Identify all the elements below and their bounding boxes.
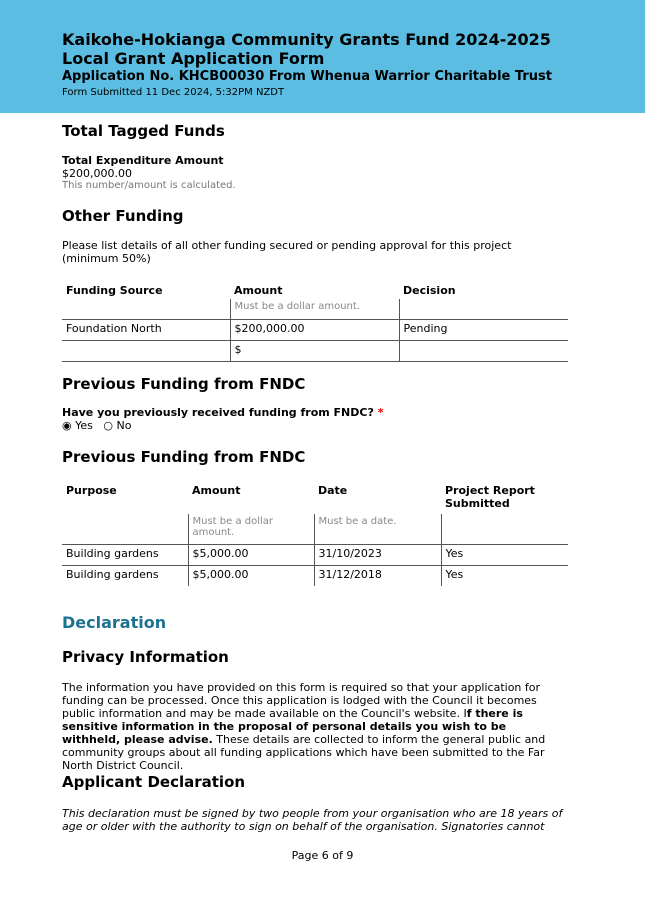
- privacy-text-bold: f there is sensitive information in the proposal of personal details you wish to be withheld, please advise.: [62, 707, 523, 746]
- hint-cell-empty: [62, 299, 230, 320]
- other-funding-heading: Other Funding: [62, 207, 184, 225]
- other-funding-description: Please list details of all other funding secured or pending approval for this project (minimum 50%): [62, 239, 512, 265]
- previous-funding-table-heading: Previous Funding from FNDC: [62, 448, 306, 466]
- table-row[interactable]: [62, 566, 568, 587]
- total-tagged-heading: Total Tagged Funds: [62, 122, 225, 140]
- application-number: Application No. KHCB00030 From Whenua Warrior Charitable Trust: [62, 69, 552, 84]
- radio-yes[interactable]: [62, 419, 93, 432]
- table-header-row: [62, 482, 568, 514]
- column-header: Amount: [192, 484, 241, 497]
- privacy-text-1: The information you have provided on this form is required so that your application for funding can be processed. Once this application is lodged with the Council it becomes public information and may be made available on the Council's website. I: [62, 681, 541, 720]
- date-cell[interactable]: 31/10/2023: [314, 545, 441, 566]
- funding-source-cell[interactable]: Foundation North: [66, 322, 162, 335]
- hint-cell-empty: [399, 299, 568, 320]
- column-header: Project Report Submitted: [445, 484, 535, 510]
- previous-funding-question: [62, 406, 383, 419]
- previous-funding-radio-group: [62, 419, 131, 432]
- page-header: [0, 0, 645, 113]
- amount-hint: Must be a dollar amount.: [188, 514, 314, 545]
- table-row[interactable]: [62, 320, 568, 341]
- hint-cell-empty: [441, 514, 568, 545]
- question-text: Have you previously received funding from FNDC?: [62, 406, 374, 419]
- report-cell[interactable]: Yes: [441, 566, 568, 587]
- other-funding-table: [62, 282, 568, 362]
- column-header: Decision: [403, 284, 456, 297]
- previous-funding-table: [62, 482, 568, 586]
- table-row[interactable]: [62, 341, 568, 362]
- hint-cell-empty: [62, 514, 188, 545]
- funding-source-cell[interactable]: [62, 341, 230, 362]
- amount-cell[interactable]: $200,000.00: [230, 320, 399, 341]
- declaration-heading: Declaration: [62, 613, 167, 632]
- table-header-row: [62, 282, 568, 299]
- report-cell[interactable]: Yes: [441, 545, 568, 566]
- calculated-hint: This number/amount is calculated.: [62, 180, 236, 191]
- column-header: Funding Source: [66, 284, 163, 297]
- column-header: Date: [318, 484, 348, 497]
- date-hint: Must be a date.: [314, 514, 441, 545]
- column-header: Purpose: [66, 484, 117, 497]
- amount-hint: Must be a dollar amount.: [230, 299, 399, 320]
- radio-yes-label: Yes: [75, 419, 93, 432]
- total-expenditure-value: $200,000.00: [62, 167, 132, 180]
- decision-cell[interactable]: [399, 341, 568, 362]
- date-cell[interactable]: 31/12/2018: [314, 566, 441, 587]
- radio-no-label: No: [116, 419, 132, 432]
- applicant-declaration-text: This declaration must be signed by two people from your organisation who are 18 years of age or older with the authority to sign on behalf of the organisation. Signatories cannot: [62, 807, 563, 833]
- amount-cell[interactable]: $5,000.00: [188, 545, 314, 566]
- column-header: Amount: [234, 284, 283, 297]
- hint-row: [62, 514, 568, 545]
- radio-no[interactable]: [103, 419, 131, 432]
- table-row[interactable]: [62, 545, 568, 566]
- purpose-cell[interactable]: Building gardens: [66, 568, 159, 581]
- amount-cell[interactable]: $5,000.00: [188, 566, 314, 587]
- radio-selected-icon[interactable]: ◉: [62, 419, 72, 432]
- required-mark: *: [377, 406, 384, 419]
- total-expenditure-label: Total Expenditure Amount: [62, 154, 224, 167]
- decision-cell[interactable]: Pending: [399, 320, 568, 341]
- form-title-line1: Kaikohe-Hokianga Community Grants Fund 2024-2025: [62, 30, 551, 49]
- submission-date: Form Submitted 11 Dec 2024, 5:32PM NZDT: [62, 87, 285, 98]
- privacy-text-2: These details are collected to inform the general public and community groups about all funding applications which have been submitted to the Far North District Council.: [62, 733, 546, 772]
- hint-row: [62, 299, 568, 320]
- amount-cell[interactable]: $: [230, 341, 399, 362]
- radio-unselected-icon[interactable]: ○: [103, 419, 113, 432]
- applicant-declaration-heading: Applicant Declaration: [62, 773, 246, 791]
- previous-funding-heading: Previous Funding from FNDC: [62, 375, 306, 393]
- page-number: Page 6 of 9: [291, 849, 354, 862]
- privacy-paragraph: [62, 681, 568, 772]
- form-title-line2: Local Grant Application Form: [62, 49, 325, 68]
- privacy-heading: Privacy Information: [62, 648, 229, 666]
- purpose-cell[interactable]: Building gardens: [66, 547, 159, 560]
